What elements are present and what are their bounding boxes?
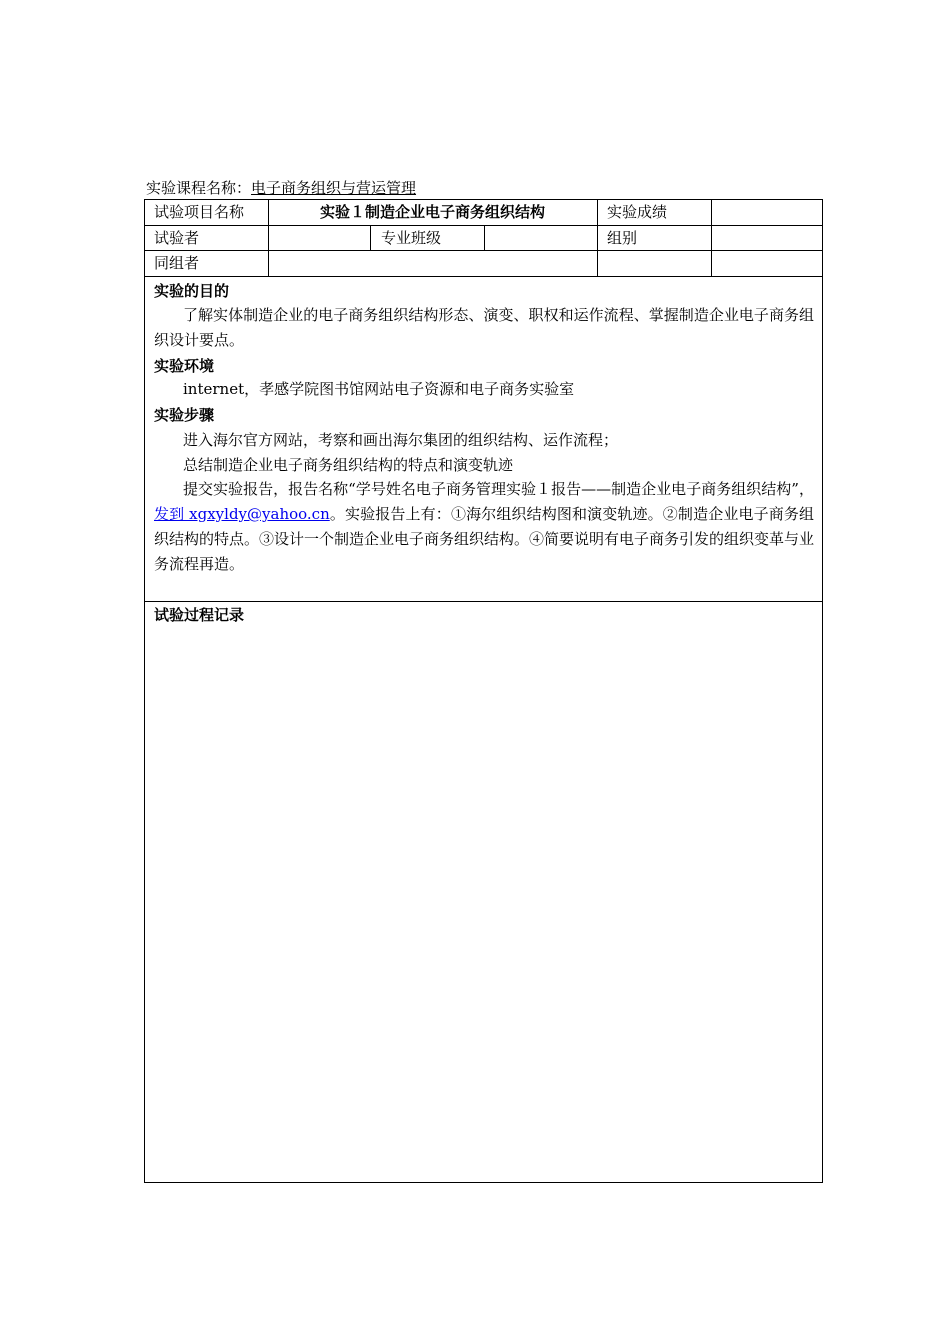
partner-label: 同组者 xyxy=(154,254,200,272)
step-3-part-1: 提交实验报告，报告名称“学号姓名电子商务管理实验１报告——制造企业电子商务组织结构”， xyxy=(183,480,814,498)
course-name-line xyxy=(146,178,416,198)
row-divider xyxy=(145,601,822,602)
step-3-part-2: 。实验报告上有：①海尔组织结构图和演变轨迹。②制造企业电子商务组织结构的特点。③设计一个制造企业电子商务组织结构。④简要说明有电子商务引发的组织变革与业务流程再造。 xyxy=(154,505,815,573)
step-2-text: 总结制造企业电子商务组织结构的特点和演变轨迹 xyxy=(183,456,514,474)
tester-label: 试验者 xyxy=(154,229,200,247)
project-name-value: 实验１制造企业电子商务组织结构 xyxy=(319,203,545,221)
steps-title: 实验步骤 xyxy=(154,406,215,424)
course-name-label: 实验课程名称： xyxy=(146,179,252,197)
environment-title: 实验环境 xyxy=(154,357,215,375)
column-divider xyxy=(597,200,598,276)
experiment-report-table xyxy=(144,199,823,1183)
column-divider xyxy=(370,225,371,250)
group-label: 组别 xyxy=(607,229,638,247)
project-name-label: 试验项目名称 xyxy=(154,203,245,221)
class-label: 专业班级 xyxy=(381,229,442,247)
record-title: 试验过程记录 xyxy=(154,606,245,624)
column-divider xyxy=(484,225,485,250)
environment-text: internet，孝感学院图书馆网站电子资源和电子商务实验室 xyxy=(183,380,575,398)
step-1-text: 进入海尔官方网站，考察和画出海尔集团的组织结构、运作流程； xyxy=(183,431,619,449)
purpose-title: 实验的目的 xyxy=(154,282,230,300)
purpose-text: 了解实体制造企业的电子商务组织结构形态、演变、职权和运作流程、掌握制造企业电子商务组织设计要点。 xyxy=(154,306,814,349)
column-divider xyxy=(711,200,712,276)
row-divider xyxy=(145,250,822,251)
course-name-value: 电子商务组织与营运管理 xyxy=(251,179,417,197)
grade-label: 实验成绩 xyxy=(607,203,668,221)
email-link[interactable]: 发到 xgxyldy@yahoo.cn xyxy=(154,505,330,523)
step-3-text xyxy=(154,477,814,577)
row-divider xyxy=(145,276,822,277)
